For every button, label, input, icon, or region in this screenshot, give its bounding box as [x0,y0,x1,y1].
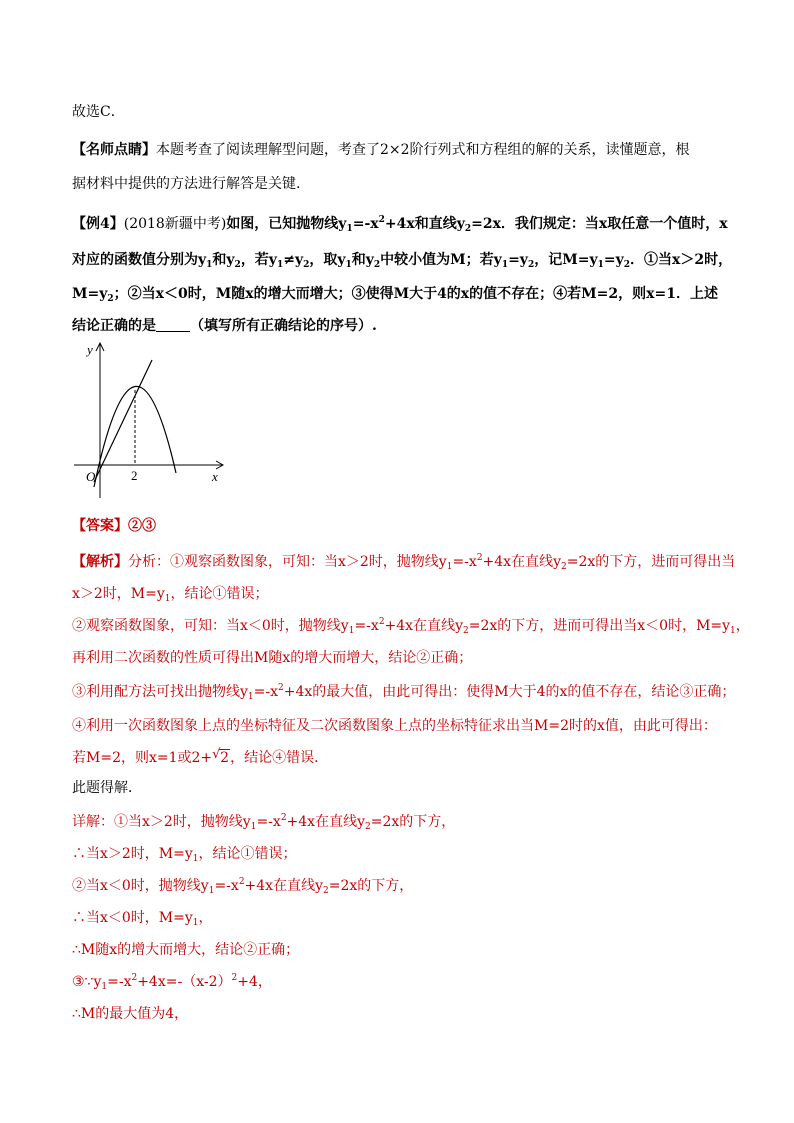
detail-line-5: ∴M随x的增大而增大，结论②正确； [72,942,300,958]
detail-line-6: $③\because y_1=-x^2+4x=-(x-2)^2+4$， [72,973,272,992]
line-y2 [94,360,152,482]
detail-line-3: ②当x＜0时，抛物线$y_1=-x^2+4x$在直线$y_2=2x$的下方， [72,877,414,896]
analysis-line-4: 再利用二次函数的性质可得出M随x的增大而增大，结论②正确； [72,650,473,666]
analysis-line-8: 此题得解． [72,780,142,796]
sqrt-symbol: √ 2 [212,747,230,766]
detail-line-2: ∴当x＞2时，$M=y_1$，结论①错误； [72,846,297,864]
analysis-line-1: 【解析】分析：①观察函数图象，可知：当x＞2时，抛物线$y_1=-x^2+4x$在直线$y_2=2x$的下方，进而可得出当 [72,553,736,572]
example-tag: 【例4】 [72,216,124,232]
answer-value: ②③ [128,518,156,534]
detail-line-7: ∴M的最大值为4， [72,1006,189,1022]
conclusion-line: 故选C． [72,104,125,120]
answer-blank [156,317,190,332]
analysis-line-5: ③利用配方法可找出抛物线$y_1=-x^2+4x$的最大值，由此可得出：使得M大于4的x的值不存在，结论③正确； [72,683,736,702]
analysis-line-3: ②观察函数图象，可知：当x＜0时，抛物线$y_1=-x^2+4x$在直线$y_2=2x$的下方，进而可得出当x＜0时，$M=y_1$， [72,617,750,636]
analysis-line-7: 若M=2，则x=1或2+ √ 2，结论④错误． [72,747,329,766]
example-line-2: 对应的函数值分别为$y_1$和$y_2$，若$y_1\ne y_2$，取$y_1$和$y_2$中较小值为M；若$y_1=y_2$，记$M=y_1=y_2$．①当x＞2时， [72,252,733,270]
tick-label: 2 [131,468,138,483]
answer-tag: 【答案】 [72,518,128,534]
tip-tag: 【名师点睛】 [72,142,156,158]
detail-line-1: 详解：①当x＞2时，抛物线$y_1=-x^2+4x$在直线$y_2=2x$的下方， [72,813,456,832]
y-label: y [87,342,93,357]
parabola-figure [72,340,242,504]
example-line-4: 结论正确的是 （填写所有正确结论的序号）. [72,318,377,334]
example-line-3: $M=y_2$；②当x＜0时，M随x的增大而增大；③使得M大于4的x的值不存在；④若M=2，则x=1．上述 [72,286,718,304]
example-line-1: 【例4】(2018新疆中考)如图，已知抛物线$y_1=-x^2+4x$和直线$y_2=2x$．我们规定：当x取任意一个值时，x [72,215,728,234]
teacher-tip-line-1: 【名师点睛】本题考查了阅读理解型问题，考查了2×2阶行列式和方程组的解的关系，读懂题意，根 [72,142,690,158]
analysis-line-2: x＞2时，$M=y_1$，结论①错误； [72,586,269,604]
x-label: x [212,469,218,484]
answer-line [72,516,156,536]
origin-label: O [86,469,96,484]
detail-line-4: ∴当x＜0时，$M=y_1$， [72,910,213,928]
teacher-tip-line-2: 据材料中提供的方法进行解答是关键. [72,176,301,192]
analysis-line-6: ④利用一次函数图象上点的坐标特征及二次函数图象上点的坐标特征求出当M=2时的x值，由此可得出： [72,718,717,734]
analysis-tag: 【解析】 [72,554,128,570]
